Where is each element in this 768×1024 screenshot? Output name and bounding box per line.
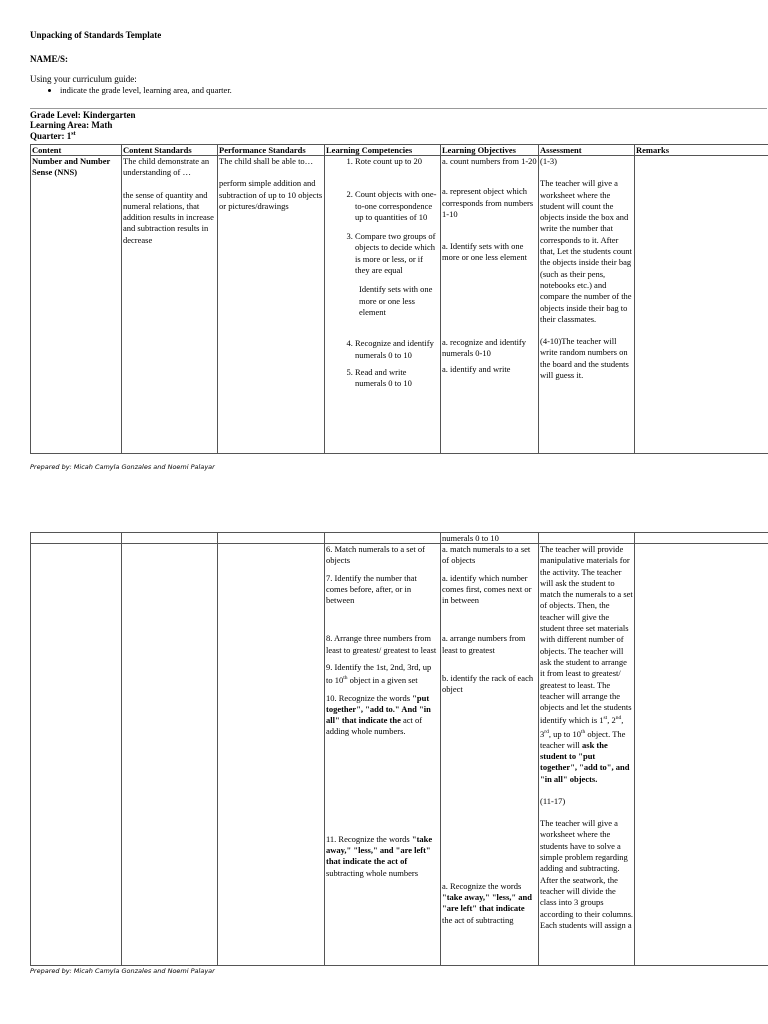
standards-table-page-2 xyxy=(30,532,768,966)
course-meta xyxy=(30,111,135,142)
quarter: Quarter: 1st xyxy=(30,131,76,141)
guide-intro: Using your curriculum guide: xyxy=(30,74,137,84)
guide-instructions xyxy=(30,74,232,96)
competency-item: 1. Rote count up to 20 xyxy=(355,156,439,167)
guide-bullet: • indicate the grade level, learning area, and quarter. xyxy=(60,85,232,96)
competency-item: 5. Read and write numerals 0 to 10 xyxy=(355,367,439,390)
learning-objectives-cell: a. count numbers from 1-20 a. represent object which corresponds from numbers 1-10 a. Identify sets with one more or one less element a. recognize and identify numerals 0-10 a. identify and write xyxy=(441,156,539,454)
assessment-cell: (1-3) The teacher will give a worksheet where the student will count the objects inside the box and write the number that corresponds to it. After that, Let the students count the objects inside their bag (such as their pens, notebooks etc.) and compare the number of the objects inside their bag to their classmates. (4-10)The teacher will write random numbers on the board and the students will guess it. xyxy=(539,156,635,454)
names-label: NAME/S: xyxy=(30,54,68,64)
table-row xyxy=(31,156,768,454)
objective-continued: numerals 0 to 10 xyxy=(441,533,539,544)
standards-table-page-1 xyxy=(30,144,768,454)
header-learning-objectives: Learning Objectives xyxy=(441,145,539,156)
learning-competencies-cell xyxy=(325,156,441,454)
document-title: Unpacking of Standards Template xyxy=(30,30,162,40)
guide-list xyxy=(30,85,232,96)
header-learning-competencies: Learning Competencies xyxy=(325,145,441,156)
content-standards-cell: The child demonstrate an understanding of … the sense of quantity and numeral relations, that addition results in increase and subtraction results in decrease xyxy=(122,156,218,454)
learning-area: Learning Area: Math xyxy=(30,119,113,130)
header-assessment: Assessment xyxy=(539,145,635,156)
prepared-by-footer: Prepared by: Micah Camyla Gonzales and Noemi Palayar xyxy=(30,463,215,471)
header-performance-standards: Performance Standards xyxy=(218,145,325,156)
remarks-cell xyxy=(635,156,768,454)
remarks-cell xyxy=(635,544,768,966)
table-row xyxy=(31,544,768,966)
competency-item: 2. Count objects with one-to-one correspondence up to quantities of 10 xyxy=(355,189,439,223)
table-row xyxy=(31,533,768,544)
header-content-standards: Content Standards xyxy=(122,145,218,156)
performance-standards-cell: The child shall be able to… perform simple addition and subtraction of up to 10 objects or pictures/drawings xyxy=(218,156,325,454)
content-cell: Number and Number Sense (NNS) xyxy=(31,156,122,454)
assessment-cell: The teacher will provide manipulative materials for the activity. The teacher will ask the student to match the numerals to a set of objects. Then, the teacher will give the student three set materials with different number of objects. The teacher will ask the student to arrange it from least to greatest/ greatest to least. The teacher will arrange the objects and let the students identify which is 1st, 2nd, 3rd, up to 10th object. The teacher will ask the student to "put together", "add to", and "in all" objects. (11-17) The teacher will give a worksheet where the students have to solve a simple problem regarding adding and subtracting. After the seatwork, the teacher will divide the class into 3 groups according to their columns. Each students will assign a xyxy=(539,544,635,966)
learning-objectives-cell: a. match numerals to a set of objects a. identify which number comes first, comes next or in between a. arrange numbers from least to greatest b. identify the rack of each object a. Recognize the words "take away," "less," and "are left" that indicate the act of subtracting xyxy=(441,544,539,966)
competency-item: 3. Compare two groups of objects to decide which is more or less, or if they are equal Identify sets with one more or one less element xyxy=(355,231,439,318)
header-content: Content xyxy=(31,145,122,156)
header-remarks: Remarks xyxy=(635,145,768,156)
grade-level: Grade Level: Kindergarten xyxy=(30,110,136,120)
competency-item: 4. Recognize and identify numerals 0 to 10 xyxy=(355,338,439,361)
table-header-row xyxy=(31,145,768,156)
prepared-by-footer: Prepared by: Micah Camyla Gonzales and Noemi Palayar xyxy=(30,967,215,975)
learning-competencies-cell: 6. Match numerals to a set of objects 7. Identify the number that comes before, after, or in between 8. Arrange three numbers from least to greatest/ greatest to least 9. Identify the 1st, 2nd, 3rd, up to 10th object in a given set 10. Recognize the words "put together", "add to." And "in all" that indicate the act of adding whole numbers. 11. Recognize the words "take away," "less," and "are left" that indicate the act of subtracting whole numbers xyxy=(325,544,441,966)
divider xyxy=(30,108,767,109)
